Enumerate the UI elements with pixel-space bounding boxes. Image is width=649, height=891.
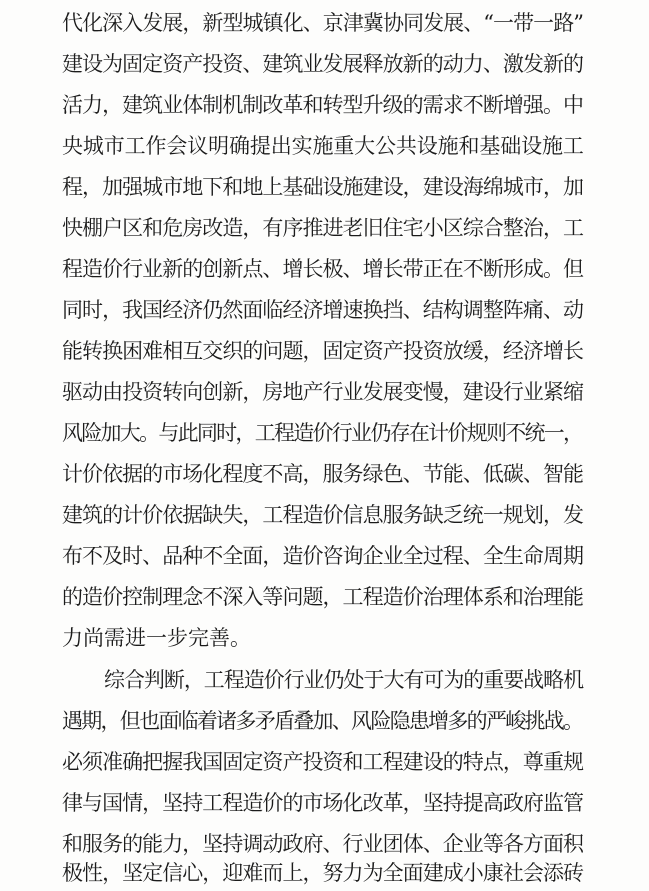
text-line: 程造价行业新的创新点、增长极、增长带正在不断形成。但 [62,257,584,281]
text-line: 同时，我国经济仍然面临经济增速换挡、结构调整阵痛、动 [62,298,584,322]
text-line: 建筑的计价依据缺失，工程造价信息服务缺乏统一规划，发 [62,503,584,527]
text-line: 遇期，但也面临着诸多矛盾叠加、风险隐患增多的严峻挑战。 [62,709,583,733]
text-line: 建设为固定资产投资、建筑业发展释放新的动力、激发新的 [62,52,584,76]
text-line: 能转换困难相互交织的问题，固定资产投资放缓，经济增长 [62,339,584,363]
text-line: 代化深入发展，新型城镇化、京津冀协同发展、“一带一路” [62,11,584,35]
text-line: 程，加强城市地下和地上基础设施建设，建设海绵城市，加 [62,175,584,199]
text-line: 布不及时、品种不全面，造价咨询企业全过程、全生命周期 [62,544,584,568]
text-line: 央城市工作会议明确提出实施重大公共设施和基础设施工 [62,134,584,158]
text-line: 综合判断，工程造价行业仍处于大有可为的重要战略机 [104,668,584,692]
text-line: 的造价控制理念不深入等问题，工程造价治理体系和治理能 [62,585,584,609]
text-line: 活力，建筑业体制机制改革和转型升级的需求不断增强。中 [62,93,584,117]
text-line: 和服务的能力，坚持调动政府、行业团体、企业等各方面积 [62,832,584,856]
text-line: 驱动由投资转向创新，房地产行业发展变慢，建设行业紧缩 [62,380,584,404]
text-line: 力尚需进一步完善。 [62,626,251,650]
text-line: 计价依据的市场化程度不高，服务绿色、节能、低碳、智能 [62,462,584,486]
text-line: 快棚户区和危房改造，有序推进老旧住宅小区综合整治，工 [62,216,584,240]
text-line: 极性，坚定信心，迎难而上，努力为全面建成小康社会添砖 [62,861,584,885]
text-line: 风险加大。与此同时，工程造价行业仍存在计价规则不统一， [62,421,583,445]
text-line: 必须准确把握我国固定资产投资和工程建设的特点，尊重规 [62,750,584,774]
text-line: 律与国情，坚持工程造价的市场化改革，坚持提高政府监管 [62,791,584,815]
